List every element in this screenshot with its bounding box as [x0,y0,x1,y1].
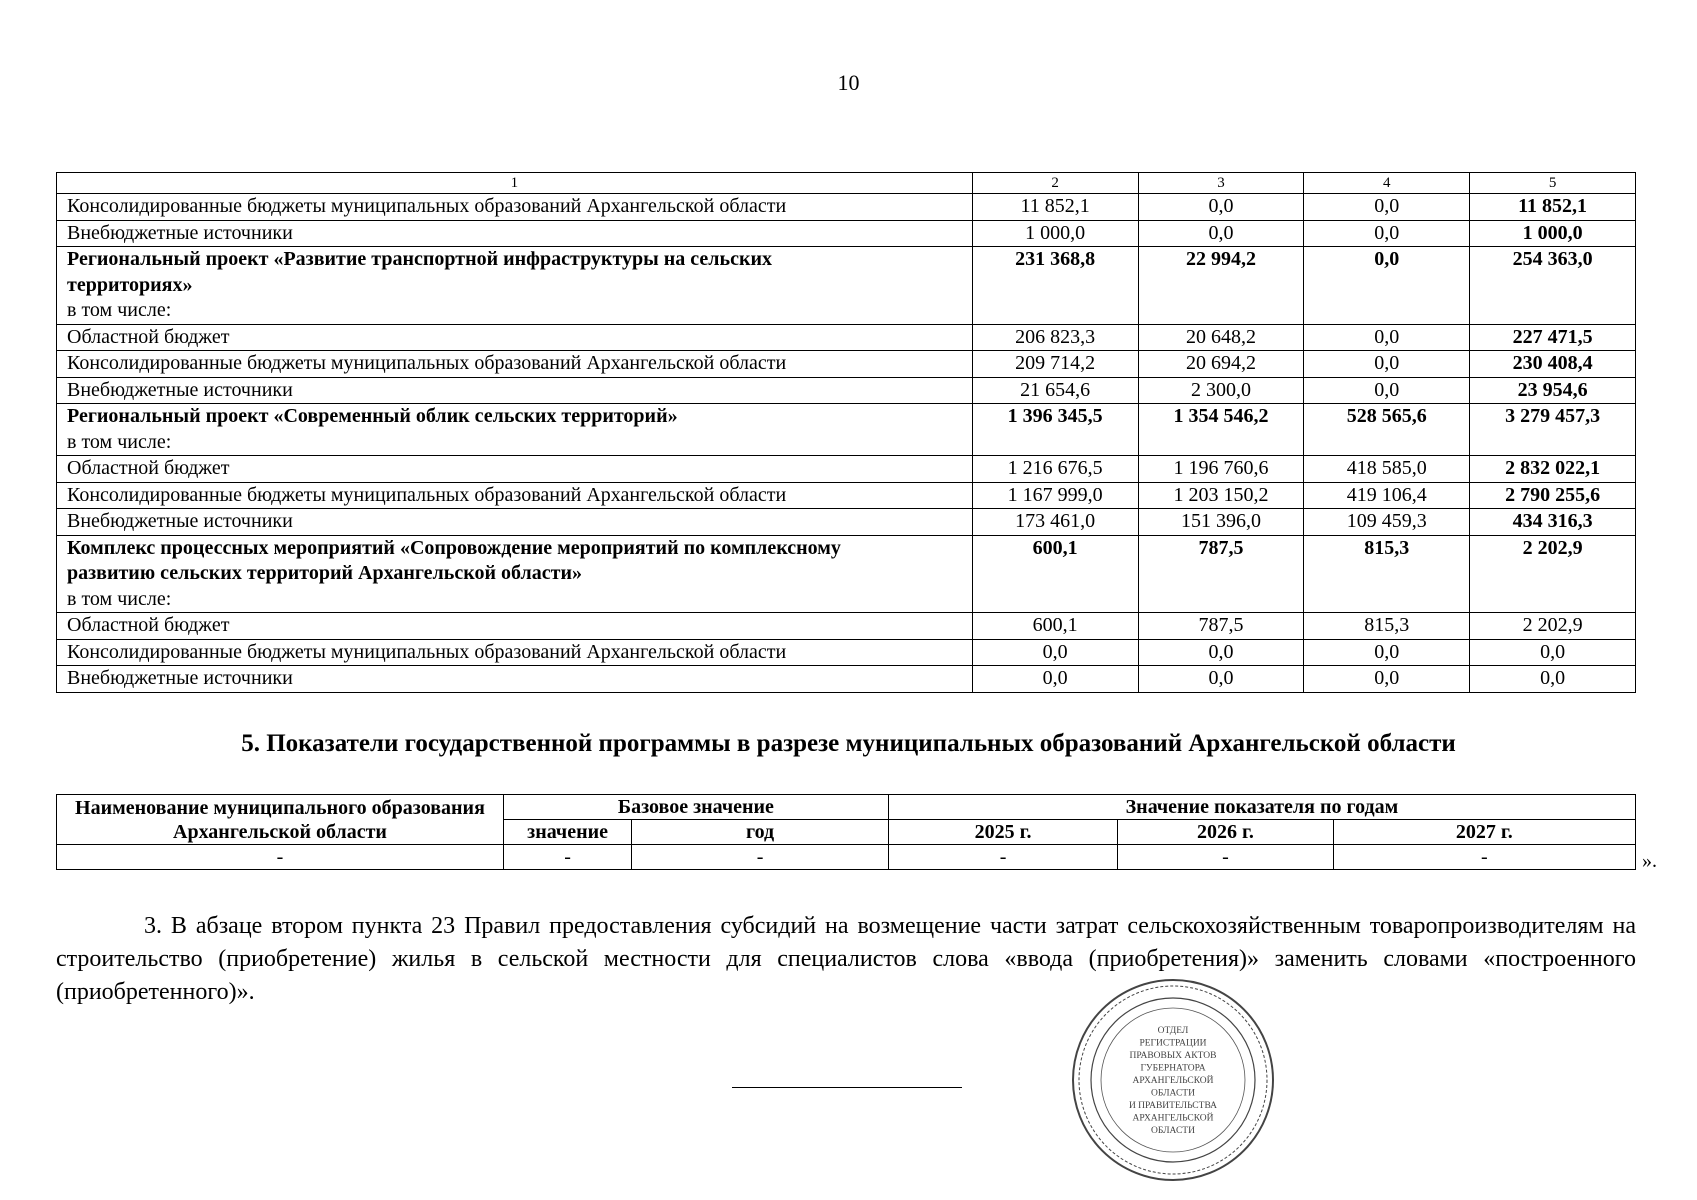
row-name [57,509,973,536]
column-number-header: 2 [972,173,1138,194]
total-value: 3 279 457,3 [1470,404,1636,456]
year-value: 0,0 [1304,639,1470,666]
row-name [57,351,973,378]
total-value: 2 832 022,1 [1470,456,1636,483]
row-name-line: развитию сельских территорий Архангельской области» [67,562,582,584]
total-value: 254 363,0 [1470,247,1636,325]
source-row [57,377,1636,404]
year-value: 0,0 [1304,351,1470,378]
year-value: 0,0 [1304,324,1470,351]
total-value: 0,0 [1470,666,1636,693]
year-value: 21 654,6 [972,377,1138,404]
total-value: 0,0 [1470,639,1636,666]
row-name-line: Региональный проект «Развитие транспортной инфраструктуры на сельских [67,248,772,270]
row-name [57,639,973,666]
row-name-line: Консолидированные бюджеты муниципальных образований Архангельской области [67,483,787,506]
row-name-line: Консолидированные бюджеты муниципальных образований Архангельской области [67,195,787,217]
page-number: 10 [837,70,860,95]
total-value: 2 790 255,6 [1470,482,1636,509]
row-name-line: Внебюджетные источники [67,667,293,689]
year-value: 1 196 760,6 [1138,456,1304,483]
stamp-text-line: ОБЛАСТИ [1151,1088,1195,1099]
table-cell: - [1118,845,1333,870]
row-name-line: Внебюджетные источники [67,510,293,532]
column-header-municipality: Наименование муниципального образования Архангельской области [57,795,504,845]
table-header-row [57,173,1636,194]
row-subtitle: в том числе: [67,299,172,321]
row-name-line: Внебюджетные источники [67,221,293,244]
year-value: 0,0 [972,666,1138,693]
year-value: 0,0 [1304,377,1470,404]
year-value: 0,0 [972,639,1138,666]
table-cell: - [632,845,889,870]
section-title: 5. Показатели государственной программы в разрезе муниципальных образований Архангельской области [241,730,1456,757]
row-name [57,324,973,351]
year-value: 20 694,2 [1138,351,1304,378]
total-value: 230 408,4 [1470,351,1636,378]
row-name [57,247,973,325]
row-name-line: Консолидированные бюджеты муниципальных образований Архангельской области [67,640,787,663]
source-row [57,482,1636,509]
year-value: 815,3 [1304,535,1470,613]
closing-quote: ». [1642,850,1657,872]
row-name [57,535,973,613]
stamp-text-line: ПРАВОВЫХ АКТОВ [1129,1051,1217,1061]
row-name [57,482,973,509]
year-value: 0,0 [1138,220,1304,247]
table-cell: - [57,845,504,870]
source-row [57,351,1636,378]
row-name-line: Внебюджетные источники [67,378,293,401]
year-value: 209 714,2 [972,351,1138,378]
row-name [57,377,973,404]
total-value: 1 000,0 [1470,220,1636,247]
row-name-line: Региональный проект «Современный облик сельских территорий» [67,405,678,427]
row-name [57,194,973,221]
year-value: 173 461,0 [972,509,1138,536]
row-name-line: Комплекс процессных мероприятий «Сопровождение мероприятий по комплексному [67,536,841,559]
row-name [57,613,973,640]
column-header-base: Базовое значение [503,795,888,820]
column-header-base-value: значение [503,820,631,845]
row-name-line: Областной бюджет [67,457,230,479]
year-value: 2 300,0 [1138,377,1304,404]
year-value: 1 167 999,0 [972,482,1138,509]
amendment-text: 3. В абзаце втором пункта 23 Правил предоставления субсидий на возмещение части затрат сельскохозяйственным товаропроизводителям на строительство (приобретение) жилья в сельской местности для специалистов слова «ввода (приобретения)» заменить словами «построенного (приобретенного)». [56,913,1636,1005]
row-name [57,404,973,456]
year-value: 600,1 [972,535,1138,613]
source-row [57,666,1636,693]
year-value: 20 648,2 [1138,324,1304,351]
table-cell: - [888,845,1117,870]
amendment-paragraph [56,910,1636,1009]
project-row [57,247,1636,325]
source-row [57,220,1636,247]
row-name [57,456,973,483]
stamp-text-line: РЕГИСТРАЦИИ [1139,1038,1207,1049]
total-value: 227 471,5 [1470,324,1636,351]
source-row [57,324,1636,351]
column-number-header: 3 [1138,173,1304,194]
stamp-text-line: АРХАНГЕЛЬСКОЙ [1132,1113,1214,1124]
signature-line [732,1087,962,1088]
column-header-year: 2025 г. [888,820,1117,845]
stamp-text-line: АРХАНГЕЛЬСКОЙ [1132,1076,1214,1086]
column-number-header: 5 [1470,173,1636,194]
source-row [57,509,1636,536]
total-value: 11 852,1 [1470,194,1636,221]
stamp-text-line: ОБЛАСТИ [1151,1126,1195,1136]
column-header-years: Значение показателя по годам [888,795,1635,820]
year-value: 1 000,0 [972,220,1138,247]
year-value: 0,0 [1138,639,1304,666]
row-name-line: Консолидированные бюджеты муниципальных образований Архангельской области [67,352,787,374]
column-number-header: 4 [1304,173,1470,194]
source-row [57,194,1636,221]
source-row [57,639,1636,666]
row-subtitle: в том числе: [67,430,172,453]
project-row [57,535,1636,613]
row-subtitle: в том числе: [67,587,172,610]
table-row [57,845,1636,870]
year-value: 528 565,6 [1304,404,1470,456]
column-header-year: 2027 г. [1333,820,1635,845]
year-value: 0,0 [1304,194,1470,221]
source-row [57,456,1636,483]
row-name-line: Областной бюджет [67,614,230,636]
table-cell: - [1333,845,1635,870]
year-value: 787,5 [1138,535,1304,613]
year-value: 1 354 546,2 [1138,404,1304,456]
year-value: 206 823,3 [972,324,1138,351]
stamp-text-line: ГУБЕРНАТОРА [1140,1063,1206,1074]
row-name [57,220,973,247]
year-value: 0,0 [1138,666,1304,693]
total-value: 434 316,3 [1470,509,1636,536]
row-name [57,666,973,693]
stamp-text-line: И ПРАВИТЕЛЬСТВА [1128,1101,1218,1111]
column-header-year: 2026 г. [1118,820,1333,845]
row-name-line: территориях» [67,273,193,296]
total-value: 23 954,6 [1470,377,1636,404]
year-value: 419 106,4 [1304,482,1470,509]
project-row [57,404,1636,456]
year-value: 787,5 [1138,613,1304,640]
year-value: 0,0 [1304,220,1470,247]
year-value: 1 203 150,2 [1138,482,1304,509]
year-value: 815,3 [1304,613,1470,640]
total-value: 2 202,9 [1470,535,1636,613]
year-value: 11 852,1 [972,194,1138,221]
year-value: 1 396 345,5 [972,404,1138,456]
stamp-text-line: ОТДЕЛ [1157,1026,1189,1036]
year-value: 109 459,3 [1304,509,1470,536]
official-stamp [1068,975,1278,1185]
column-number-header: 1 [57,173,973,194]
source-row [57,613,1636,640]
year-value: 22 994,2 [1138,247,1304,325]
year-value: 418 585,0 [1304,456,1470,483]
budget-table [56,172,1636,693]
year-value: 1 216 676,5 [972,456,1138,483]
year-value: 0,0 [1304,666,1470,693]
column-header-base-year: год [632,820,889,845]
year-value: 0,0 [1304,247,1470,325]
row-name-line: Областной бюджет [67,325,230,348]
table-cell: - [503,845,631,870]
year-value: 600,1 [972,613,1138,640]
year-value: 0,0 [1138,194,1304,221]
total-value: 2 202,9 [1470,613,1636,640]
indicators-table [56,794,1636,870]
year-value: 151 396,0 [1138,509,1304,536]
year-value: 231 368,8 [972,247,1138,325]
